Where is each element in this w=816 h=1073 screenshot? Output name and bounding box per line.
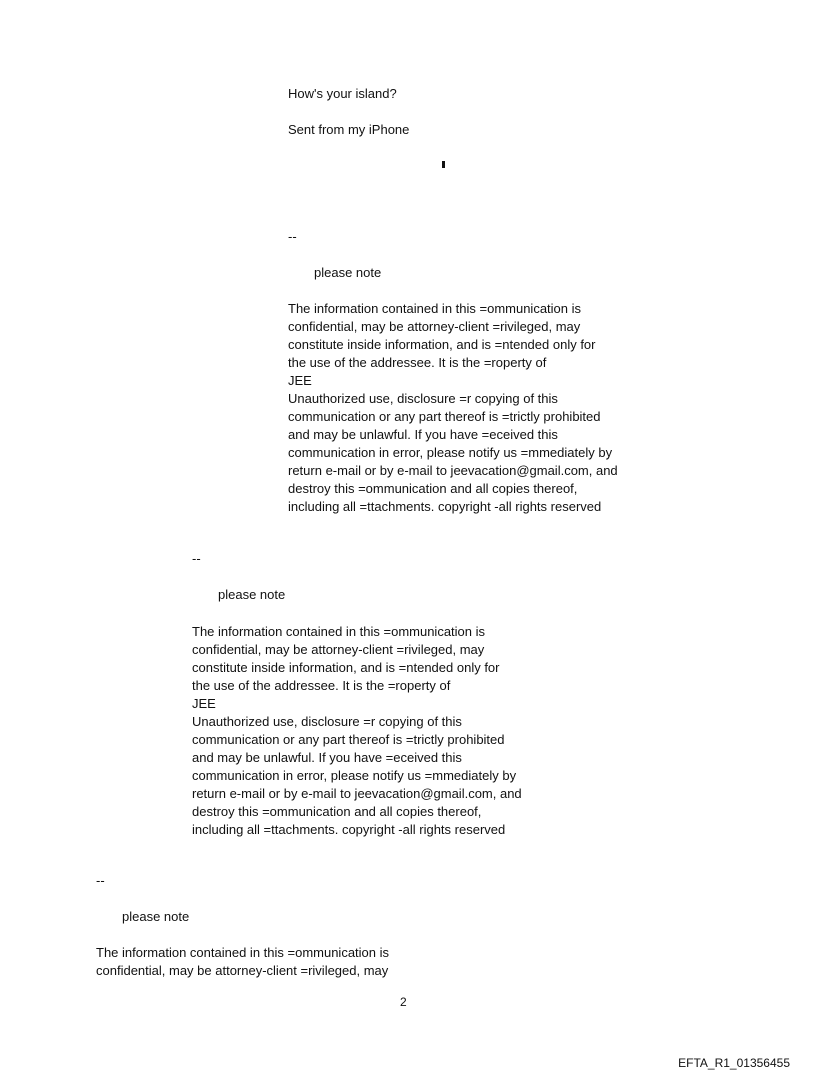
disclaimer-line: confidential, may be attorney-client =rivileged, may	[192, 642, 485, 657]
separator-3: --	[96, 873, 105, 888]
disclaimer-line: the use of the addressee. It is the =roperty of	[288, 355, 547, 370]
disclaimer-line: The information contained in this =ommunication is	[192, 624, 486, 639]
disclaimer-body-3	[96, 944, 389, 980]
disclaimer-line: confidential, may be attorney-client =rivileged, may	[288, 319, 581, 334]
stray-mark	[442, 161, 445, 168]
document-id: EFTA_R1_01356455	[678, 1056, 790, 1070]
disclaimer-body-1	[288, 300, 618, 516]
separator-2: --	[192, 551, 201, 566]
disclaimer-line: JEE	[192, 696, 216, 711]
disclaimer-heading-3: please note	[122, 909, 190, 924]
disclaimer-line: constitute inside information, and is =ntended only for	[192, 660, 500, 675]
disclaimer-line: communication in error, please notify us =mmediately by	[192, 768, 517, 783]
disclaimer-line: return e-mail or by e-mail to jeevacation@gmail.com, and	[288, 463, 618, 478]
separator-1: --	[288, 229, 297, 244]
disclaimer-line: The information contained in this =ommunication is	[96, 945, 390, 960]
disclaimer-line: including all =ttachments. copyright -all rights reserved	[288, 499, 602, 514]
disclaimer-line: including all =ttachments. copyright -all rights reserved	[192, 822, 506, 837]
message-body: How's your island?	[288, 86, 397, 101]
disclaimer-line: Unauthorized use, disclosure =r copying of this	[192, 714, 462, 729]
disclaimer-line: destroy this =ommunication and all copies thereof,	[192, 804, 482, 819]
disclaimer-line: communication in error, please notify us =mmediately by	[288, 445, 613, 460]
message-signature: Sent from my iPhone	[288, 122, 410, 137]
disclaimer-line: the use of the addressee. It is the =roperty of	[192, 678, 451, 693]
disclaimer-line: destroy this =ommunication and all copies thereof,	[288, 481, 578, 496]
disclaimer-line: communication or any part thereof is =trictly prohibited	[192, 732, 505, 747]
disclaimer-heading-2: please note	[218, 587, 286, 602]
disclaimer-line: Unauthorized use, disclosure =r copying of this	[288, 391, 558, 406]
disclaimer-line: confidential, may be attorney-client =rivileged, may	[96, 963, 389, 978]
disclaimer-line: communication or any part thereof is =trictly prohibited	[288, 409, 601, 424]
disclaimer-line: return e-mail or by e-mail to jeevacation@gmail.com, and	[192, 786, 522, 801]
disclaimer-line: The information contained in this =ommunication is	[288, 301, 582, 316]
disclaimer-line: and may be unlawful. If you have =eceived this	[192, 750, 462, 765]
disclaimer-heading-1: please note	[314, 265, 382, 280]
disclaimer-line: JEE	[288, 373, 312, 388]
page-number: 2	[400, 995, 407, 1009]
disclaimer-body-2	[192, 623, 522, 839]
disclaimer-line: and may be unlawful. If you have =eceived this	[288, 427, 558, 442]
disclaimer-line: constitute inside information, and is =ntended only for	[288, 337, 596, 352]
